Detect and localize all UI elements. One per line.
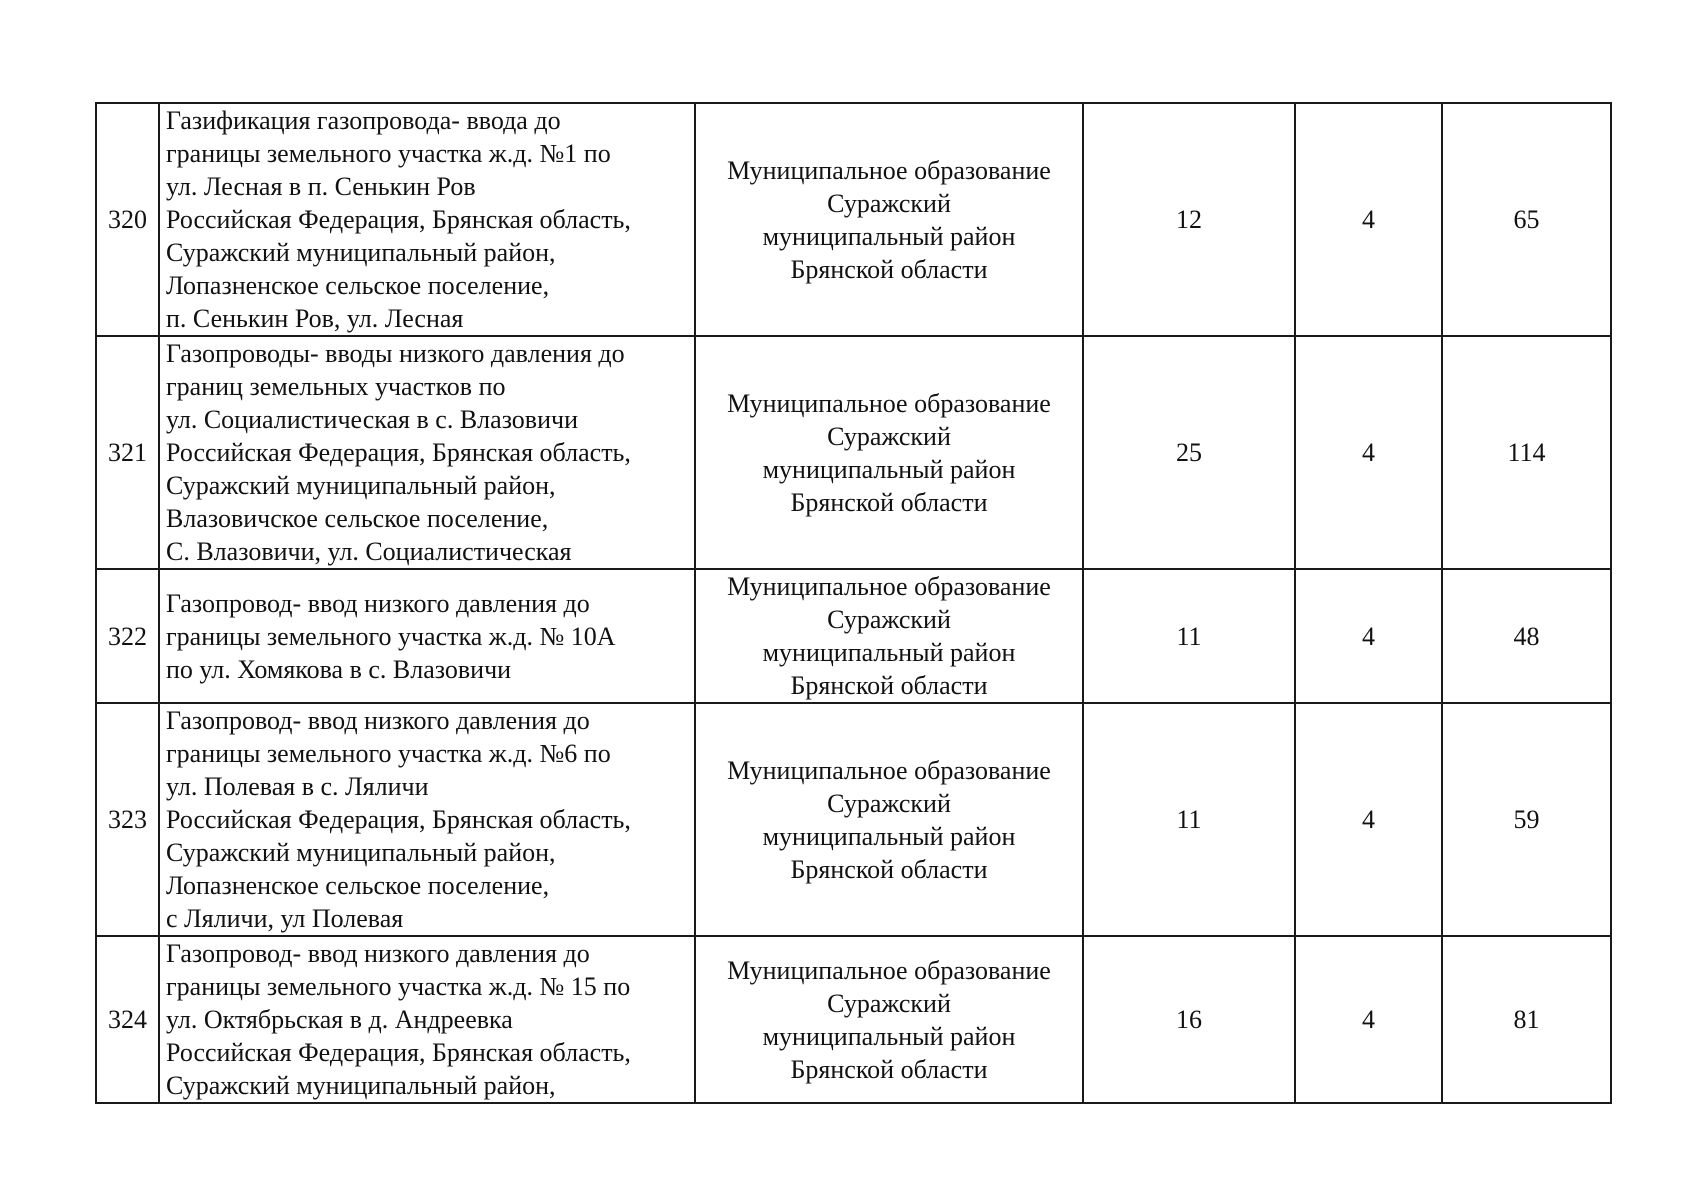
- object-name-line: С. Влазовичи, ул. Социалистическая: [166, 537, 572, 566]
- object-name-line: ул. Полевая в с. Ляличи: [166, 772, 429, 801]
- object-name-line: Газопроводы- вводы низкого давления до: [166, 339, 625, 368]
- value-cell-col5: 4: [1295, 336, 1442, 569]
- value-cell-col5: 4: [1295, 703, 1442, 936]
- object-name-line: Суражский муниципальный район,: [166, 471, 556, 500]
- table-row: [96, 936, 1611, 1103]
- object-name-cell: [159, 336, 695, 569]
- value-cell-col6: 81: [1442, 936, 1611, 1103]
- owner-line: Суражский: [827, 788, 951, 818]
- owner-line: Брянской области: [790, 487, 988, 517]
- owner-line: муниципальный район: [762, 221, 1016, 251]
- table-row: [96, 569, 1611, 703]
- owner-line: муниципальный район: [762, 821, 1016, 851]
- owner-line: Брянской области: [790, 854, 988, 884]
- value-cell-col5: 4: [1295, 569, 1442, 703]
- row-number: 322: [96, 569, 159, 703]
- owner-line: Суражский: [827, 421, 951, 451]
- owner-line: Муниципальное образование: [727, 388, 1051, 418]
- object-name-cell: [159, 703, 695, 936]
- object-name-cell: [159, 103, 695, 336]
- owner-line: Суражский: [827, 988, 951, 1018]
- owner-line: Брянской области: [790, 254, 988, 284]
- value-cell-col6: 114: [1442, 336, 1611, 569]
- object-name-line: границы земельного участка ж.д. №1 по: [166, 139, 611, 168]
- owner-line: Муниципальное образование: [727, 155, 1051, 185]
- document-table: [95, 102, 1612, 1104]
- value-cell-col4: 11: [1083, 703, 1295, 936]
- object-name-line: Суражский муниципальный район,: [166, 238, 556, 267]
- object-name-line: границы земельного участка ж.д. №6 по: [166, 739, 611, 768]
- owner-cell: [695, 336, 1083, 569]
- object-name-cell: [159, 569, 695, 703]
- value-cell-col5: 4: [1295, 936, 1442, 1103]
- object-name-line: Газопровод- ввод низкого давления до: [166, 706, 590, 735]
- object-name-line: Российская Федерация, Брянская область,: [166, 1038, 631, 1067]
- object-name-line: Суражский муниципальный район,: [166, 838, 556, 867]
- object-name-line: Лопазненское сельское поселение,: [166, 871, 550, 900]
- owner-cell: [695, 103, 1083, 336]
- object-name-line: границы земельного участка ж.д. № 15 по: [166, 972, 631, 1001]
- object-name-line: ул. Социалистическая в с. Влазовичи: [166, 405, 578, 434]
- value-cell-col4: 25: [1083, 336, 1295, 569]
- object-name-line: по ул. Хомякова в с. Влазовичи: [166, 654, 512, 684]
- object-name-line: границ земельных участков по: [166, 372, 506, 401]
- owner-line: Брянской области: [790, 1054, 988, 1084]
- owner-line: Брянской области: [790, 671, 988, 700]
- value-cell-col4: 16: [1083, 936, 1295, 1103]
- owner-line: Суражский: [827, 188, 951, 218]
- object-name-line: п. Сенькин Ров, ул. Лесная: [166, 304, 464, 333]
- object-name-cell: [159, 936, 695, 1103]
- value-cell-col4: 12: [1083, 103, 1295, 336]
- object-name-line: ул. Октябрьская в д. Андреевка: [166, 1005, 513, 1034]
- object-name-line: Российская Федерация, Брянская область,: [166, 805, 631, 834]
- table-row: [96, 103, 1611, 336]
- owner-line: Муниципальное образование: [727, 955, 1051, 985]
- owner-line: Суражский: [827, 605, 951, 634]
- table-row: [96, 703, 1611, 936]
- owner-line: Муниципальное образование: [727, 755, 1051, 785]
- value-cell-col6: 65: [1442, 103, 1611, 336]
- object-name-line: Газификация газопровода- ввода до: [166, 106, 561, 135]
- value-cell-col4: 11: [1083, 569, 1295, 703]
- row-number: 321: [96, 336, 159, 569]
- owner-cell: [695, 569, 1083, 703]
- object-name-line: Российская Федерация, Брянская область,: [166, 438, 631, 467]
- value-cell-col5: 4: [1295, 103, 1442, 336]
- object-name-line: Газопровод- ввод низкого давления до: [166, 939, 590, 968]
- object-name-line: Газопровод- ввод низкого давления до: [166, 588, 590, 618]
- value-cell-col6: 59: [1442, 703, 1611, 936]
- object-name-line: Лопазненское сельское поселение,: [166, 271, 550, 300]
- object-name-line: с Ляличи, ул Полевая: [166, 904, 404, 933]
- owner-line: муниципальный район: [762, 1021, 1016, 1051]
- owner-cell: [695, 936, 1083, 1103]
- value-cell-col6: 48: [1442, 569, 1611, 703]
- owner-line: муниципальный район: [762, 454, 1016, 484]
- row-number: 323: [96, 703, 159, 936]
- row-number: 324: [96, 936, 159, 1103]
- object-name-line: Влазовичское сельское поселение,: [166, 504, 549, 533]
- object-name-line: ул. Лесная в п. Сенькин Ров: [166, 172, 476, 201]
- object-name-line: границы земельного участка ж.д. № 10А: [166, 621, 616, 651]
- object-name-line: Суражский муниципальный район,: [166, 1071, 556, 1100]
- owner-cell: [695, 703, 1083, 936]
- table-row: [96, 336, 1611, 569]
- object-name-line: Российская Федерация, Брянская область,: [166, 205, 631, 234]
- owner-line: муниципальный район: [762, 638, 1016, 667]
- owner-line: Муниципальное образование: [727, 572, 1051, 601]
- row-number: 320: [96, 103, 159, 336]
